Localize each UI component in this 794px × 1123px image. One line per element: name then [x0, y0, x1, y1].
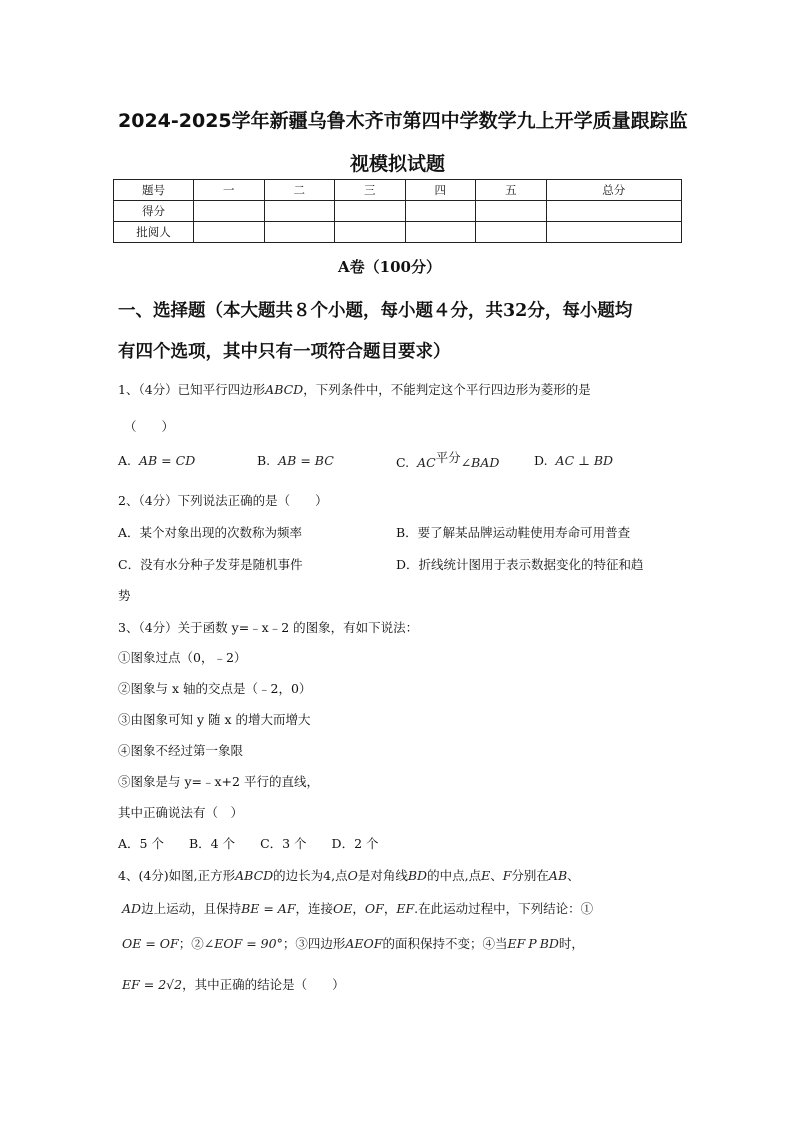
math-expression: AC ⊥ BD — [555, 453, 614, 468]
score-table — [113, 179, 682, 243]
table-cell — [194, 201, 265, 222]
table-cell — [546, 201, 681, 222]
option-d — [534, 453, 613, 468]
question-4-line4 — [122, 975, 345, 993]
math-expression: F — [502, 868, 512, 883]
option-c — [396, 450, 500, 471]
option-a — [118, 453, 195, 468]
question-text: 的面积保持不变；④当 — [382, 936, 508, 951]
question-text: 、 — [490, 868, 503, 883]
question-4-line2 — [122, 899, 593, 917]
statement-item: ①图象过点（0，﹣2） — [118, 650, 247, 665]
table-cell — [335, 201, 406, 222]
volume-label: A卷（100分） — [338, 258, 441, 276]
question-text: ，连接 — [295, 901, 334, 916]
question-text: ；③四边形 — [282, 936, 346, 951]
answer-paren: （ ） — [124, 419, 175, 434]
table-cell — [405, 222, 476, 243]
math-expression: BD — [539, 936, 559, 951]
statement-item: ⑤图象是与 y=﹣x+2 平行的直线， — [118, 774, 319, 789]
statement-item: ④图象不经过第一象限 — [118, 743, 244, 758]
question-2-stem: 2、（4分）下列说法正确的是（ ） — [118, 493, 328, 508]
math-expression: O — [347, 868, 358, 883]
option-d-continued: 势 — [118, 588, 131, 603]
table-cell: 三 — [335, 180, 406, 201]
question-3-options: A．5 个 B．4 个 C．3 个 D．2 个 — [118, 836, 379, 851]
option-label: D. — [534, 453, 548, 468]
math-expression: AB = CD — [139, 453, 196, 468]
option-d: D．折线统计图用于表示数据变化的特征和趋 — [396, 557, 644, 572]
math-expression: OE = OF — [122, 936, 179, 951]
table-cell — [405, 201, 476, 222]
option-label: C. — [396, 455, 410, 470]
table-cell — [194, 222, 265, 243]
option-label: A. — [118, 453, 132, 468]
math-expression: AEOF — [345, 936, 383, 951]
question-text: ， — [383, 901, 397, 916]
option-c: C．没有水分种子发芽是随机事件 — [118, 557, 303, 572]
math-expression: AB — [548, 868, 568, 883]
table-cell — [264, 201, 335, 222]
math-expression: EF = 2√2 — [122, 977, 183, 992]
question-text: 是对角线 — [357, 868, 408, 883]
section-heading-line1: 一、选择题（本大题共８个小题，每小题４分，共32分，每小题均 — [118, 301, 633, 321]
table-cell: 批阅人 — [114, 222, 194, 243]
math-expression: ∠EOF = 90° — [203, 936, 283, 951]
question-text: .在此运动过程中，下列结论：① — [414, 901, 594, 916]
question-4-line3 — [122, 934, 584, 952]
table-cell: 题号 — [114, 180, 194, 201]
math-expression: AB = BC — [278, 453, 334, 468]
question-3-ask: 其中正确说法有（ ） — [118, 805, 244, 820]
math-expression: E — [481, 868, 491, 883]
table-cell — [335, 222, 406, 243]
question-3-stem: 3、（4分）关于函数 y=﹣x﹣2 的图象，有如下说法： — [118, 620, 419, 635]
question-text: 、 — [567, 868, 580, 883]
question-text: 的中点,点 — [427, 868, 482, 883]
math-expression: EF — [396, 901, 415, 916]
option-b — [257, 453, 334, 468]
math-expression: ABCD — [235, 868, 274, 883]
question-text: 4、(4分)如图,正方形 — [118, 868, 236, 883]
math-expression: BD — [407, 868, 428, 883]
question-text: 1、（4分）已知平行四边形 — [118, 382, 266, 397]
section-heading-line2: 有四个选项，其中只有一项符合题目要求） — [118, 342, 451, 362]
question-4-line1 — [118, 866, 580, 884]
table-cell: 五 — [476, 180, 547, 201]
question-text: ，下列条件中，不能判定这个平行四边形为菱形的是 — [303, 382, 591, 397]
option-b: B．要了解某品牌运动鞋使用寿命可用普查 — [396, 525, 631, 540]
table-cell — [476, 222, 547, 243]
question-text: 时， — [558, 936, 584, 951]
score-table-header-row — [114, 180, 682, 201]
question-text: 分别在 — [511, 868, 549, 883]
math-expression: OF — [364, 901, 384, 916]
math-expression: ∠BAD — [460, 455, 500, 470]
question-text: 的边长为4,点 — [273, 868, 348, 883]
math-expression: ABCD — [265, 382, 304, 397]
math-expression: AC — [417, 455, 436, 470]
score-table-row-grader — [114, 222, 682, 243]
question-text: ；② — [178, 936, 204, 951]
option-label: B. — [257, 453, 271, 468]
table-cell — [264, 222, 335, 243]
option-text: 平分 — [435, 450, 461, 465]
score-table-row-score — [114, 201, 682, 222]
math-expression: BE = AF — [241, 901, 296, 916]
option-a: A．某个对象出现的次数称为频率 — [118, 525, 303, 540]
table-cell — [476, 201, 547, 222]
math-expression: AD — [122, 901, 142, 916]
statement-item: ②图象与 x 轴的交点是（﹣2，0） — [118, 681, 312, 696]
question-text: ， — [352, 901, 365, 916]
table-cell: 二 — [264, 180, 335, 201]
table-cell: 一 — [194, 180, 265, 201]
question-text: ，其中正确的结论是（ ） — [182, 977, 345, 992]
table-cell — [546, 222, 681, 243]
math-expression: OE — [333, 901, 353, 916]
table-cell: 得分 — [114, 201, 194, 222]
table-cell: 四 — [405, 180, 476, 201]
math-expression: EF — [507, 936, 526, 951]
math-expression: P — [528, 936, 537, 951]
statement-item: ③由图象可知 y 随 x 的增大而增大 — [118, 712, 311, 727]
table-cell: 总分 — [546, 180, 681, 201]
question-1-stem — [118, 380, 591, 398]
document-title-line1: 2024-2025学年新疆乌鲁木齐市第四中学数学九上开学质量跟踪监 — [118, 110, 688, 132]
question-text: 边上运动，且保持 — [141, 901, 242, 916]
document-title-line2: 视模拟试题 — [350, 153, 446, 175]
